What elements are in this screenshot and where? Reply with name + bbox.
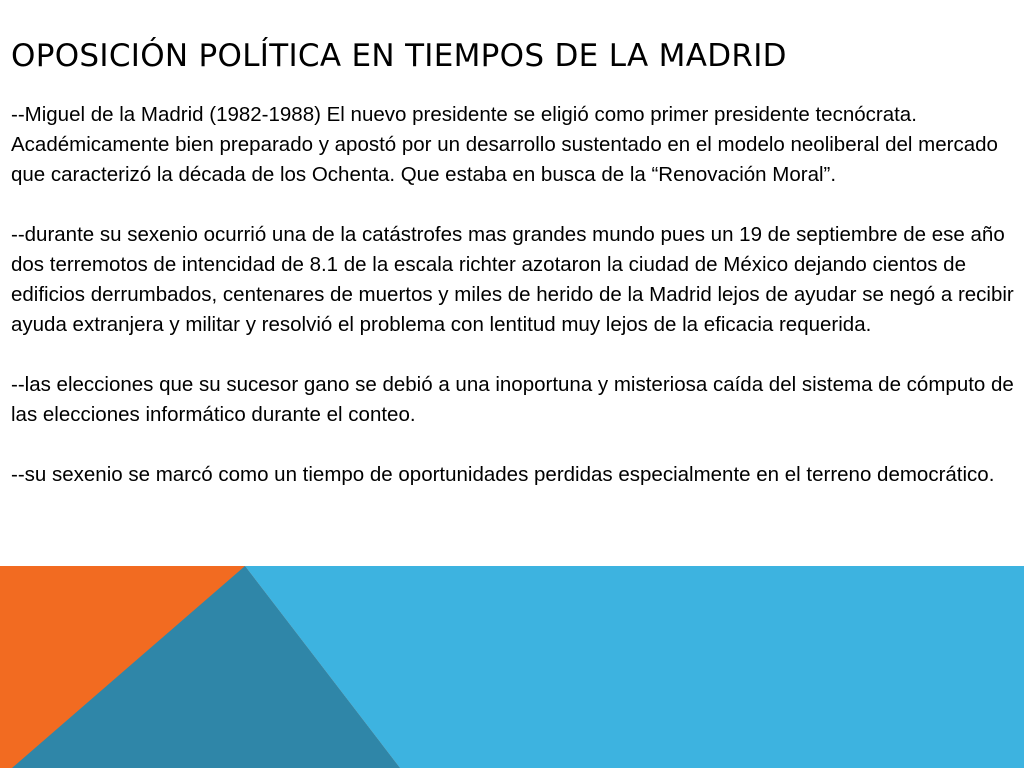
paragraph-de-la-madrid: --Miguel de la Madrid (1982-1988) El nuevo presidente se eligió como primer presidente tecnócrata. Académicamente bien preparado y apostó por un desarrollo sustentado en el modelo neoliberal del mercado que caracterizó la década de los Ochenta. Que estaba en busca de la “Renovación Moral”.	[11, 103, 998, 186]
paragraph-lost-opportunities: --su sexenio se marcó como un tiempo de oportunidades perdidas especialmente en el terreno democrático.	[11, 463, 995, 486]
slide-body	[11, 100, 1016, 490]
slide-title: OPOSICIÓN POLÍTICA EN TIEMPOS DE LA MADRID	[11, 38, 787, 74]
paragraph-elections: --las elecciones que su sucesor gano se debió a una inoportuna y misteriosa caída del sistema de cómputo de las elecciones informático durante el conteo.	[11, 373, 1014, 426]
paragraph-earthquake: --durante su sexenio ocurrió una de la catástrofes mas grandes mundo pues un 19 de septiembre de ese año dos terremotos de intencidad de 8.1 de la escala richter azotaron la ciudad de México dejando cientos de edificios derrumbados, centenares de muertos y miles de herido de la Madrid lejos de ayudar se negó a recibir ayuda extranjera y militar y resolvió el problema con lentitud muy lejos de la eficacia requerida.	[11, 223, 1014, 336]
